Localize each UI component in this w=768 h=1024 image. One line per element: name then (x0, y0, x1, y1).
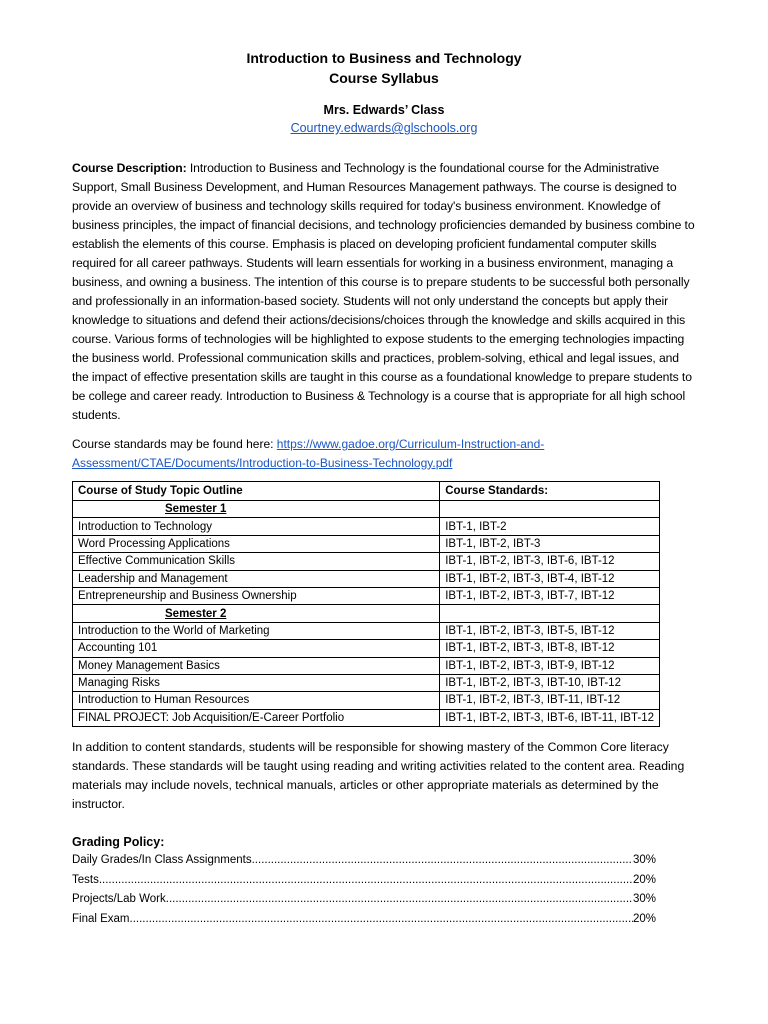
table-row (73, 709, 660, 726)
topic-cell: Introduction to the World of Marketing (73, 622, 440, 639)
topic-cell: Managing Risks (73, 674, 440, 691)
table-row (73, 553, 660, 570)
course-description (72, 159, 696, 425)
header-topic: Course of Study Topic Outline (73, 482, 440, 501)
table-row (73, 692, 660, 709)
standards-cell: IBT-1, IBT-2, IBT-3, IBT-6, IBT-11, IBT-12 (440, 709, 660, 726)
standards-cell: IBT-1, IBT-2, IBT-3, IBT-5, IBT-12 (440, 622, 660, 639)
topic-cell: Money Management Basics (73, 657, 440, 674)
grading-item-percent: 30% (632, 893, 656, 906)
standards-cell: IBT-1, IBT-2, IBT-3 (440, 535, 660, 552)
grading-item-name: Final Exam (72, 912, 130, 925)
topic-cell: Introduction to Technology (73, 518, 440, 535)
semester-1-label: Semester 1 (73, 501, 440, 518)
dot-leader (130, 910, 633, 930)
topic-cell: Accounting 101 (73, 640, 440, 657)
dot-leader (166, 890, 633, 910)
semester-1-row (73, 501, 660, 518)
teacher-name: Mrs. Edwards’ Class (323, 103, 445, 117)
topic-cell: Leadership and Management (73, 570, 440, 587)
document-title (72, 48, 696, 88)
standards-cell: IBT-1, IBT-2, IBT-3, IBT-11, IBT-12 (440, 692, 660, 709)
dot-leader (252, 851, 633, 871)
topic-cell: Entrepreneurship and Business Ownership (73, 587, 440, 604)
semester-2-empty (440, 605, 660, 622)
syllabus-page (72, 48, 696, 929)
table-row (73, 674, 660, 691)
standards-cell: IBT-1, IBT-2, IBT-3, IBT-6, IBT-12 (440, 553, 660, 570)
course-description-label: Course Description: (72, 161, 187, 175)
topic-cell: Effective Communication Skills (73, 553, 440, 570)
grading-item (72, 851, 656, 871)
teacher-email-link[interactable]: Courtney.edwards@glschools.org (290, 121, 478, 135)
table-row (73, 587, 660, 604)
topic-cell: Introduction to Human Resources (73, 692, 440, 709)
grading-item (72, 910, 656, 930)
standards-cell: IBT-1, IBT-2, IBT-3, IBT-8, IBT-12 (440, 640, 660, 657)
standards-reference (72, 435, 696, 472)
standards-lead-text: Course standards may be found here: (72, 437, 277, 451)
standards-link[interactable]: https://www.gadoe.org/Curriculum-Instruction-and-Assessment/CTAE/Documents/Introduction-to-Business-Technology.pdf (72, 437, 545, 470)
grading-item (72, 890, 656, 910)
table-row (73, 657, 660, 674)
table-row (73, 640, 660, 657)
standards-cell: IBT-1, IBT-2, IBT-3, IBT-4, IBT-12 (440, 570, 660, 587)
title-line-1: Introduction to Business and Technology (246, 50, 522, 66)
standards-cell: IBT-1, IBT-2, IBT-3, IBT-9, IBT-12 (440, 657, 660, 674)
course-outline-table (72, 481, 660, 727)
grading-item-name: Projects/Lab Work (72, 893, 166, 906)
dot-leader (99, 871, 633, 891)
header-standards: Course Standards: (440, 482, 660, 501)
standards-cell: IBT-1, IBT-2 (440, 518, 660, 535)
grading-item-percent: 20% (632, 873, 656, 886)
grading-item (72, 871, 656, 891)
standards-cell: IBT-1, IBT-2, IBT-3, IBT-7, IBT-12 (440, 587, 660, 604)
grading-item-name: Tests (72, 873, 99, 886)
grading-item-percent: 20% (632, 912, 656, 925)
semester-2-label: Semester 2 (73, 605, 440, 622)
table-row (73, 535, 660, 552)
grading-item-name: Daily Grades/In Class Assignments (72, 854, 252, 867)
standards-cell: IBT-1, IBT-2, IBT-3, IBT-10, IBT-12 (440, 674, 660, 691)
semester-1-empty (440, 501, 660, 518)
course-description-text: Introduction to Business and Technology is the foundational course for the Administrative Support, Small Business Development, and Human Resources Management pathways. The course is designed to provide an overview of business and technology skills required for today's business environment. Knowledge of business principles, the impact of financial decisions, and technology proficiencies demanded by business combine to establish the elements of this course. Emphasis is placed on developing proficient fundamental computer skills required for all career pathways. Students will learn essentials for working in a business environment, managing a business, and owning a business. The intention of this course is to prepare students to be successful both personally and professionally in an information-based society. Students will not only understand the concepts but apply their knowledge to situations and defend their actions/decisions/choices through the knowledge and skills acquired in this course. Various forms of technologies will be highlighted to expose students to the emerging technologies impacting the business world. Professional communication skills and practices, problem-solving, ethical and legal issues, and the impact of effective presentation skills are taught in this course as a foundational knowledge to prepare students to be college and career ready. Introduction to Business & Technology is a course that is appropriate for all high school students. (72, 161, 695, 422)
common-core-paragraph: In addition to content standards, students will be responsible for showing mastery of the Common Core literacy standards. These standards will be taught using reading and writing activities related to the content area. Reading materials may include novels, technical manuals, articles or other appropriate materials as determined by the instructor. (72, 740, 685, 812)
table-header-row (73, 482, 660, 501)
topic-cell: FINAL PROJECT: Job Acquisition/E-Career Portfolio (73, 709, 440, 726)
table-row (73, 622, 660, 639)
title-line-2: Course Syllabus (329, 70, 439, 86)
table-row (73, 518, 660, 535)
table-row (73, 570, 660, 587)
topic-cell: Word Processing Applications (73, 535, 440, 552)
grading-item-percent: 30% (632, 854, 656, 867)
semester-2-row (73, 605, 660, 622)
grading-policy-title: Grading Policy: (72, 835, 165, 850)
